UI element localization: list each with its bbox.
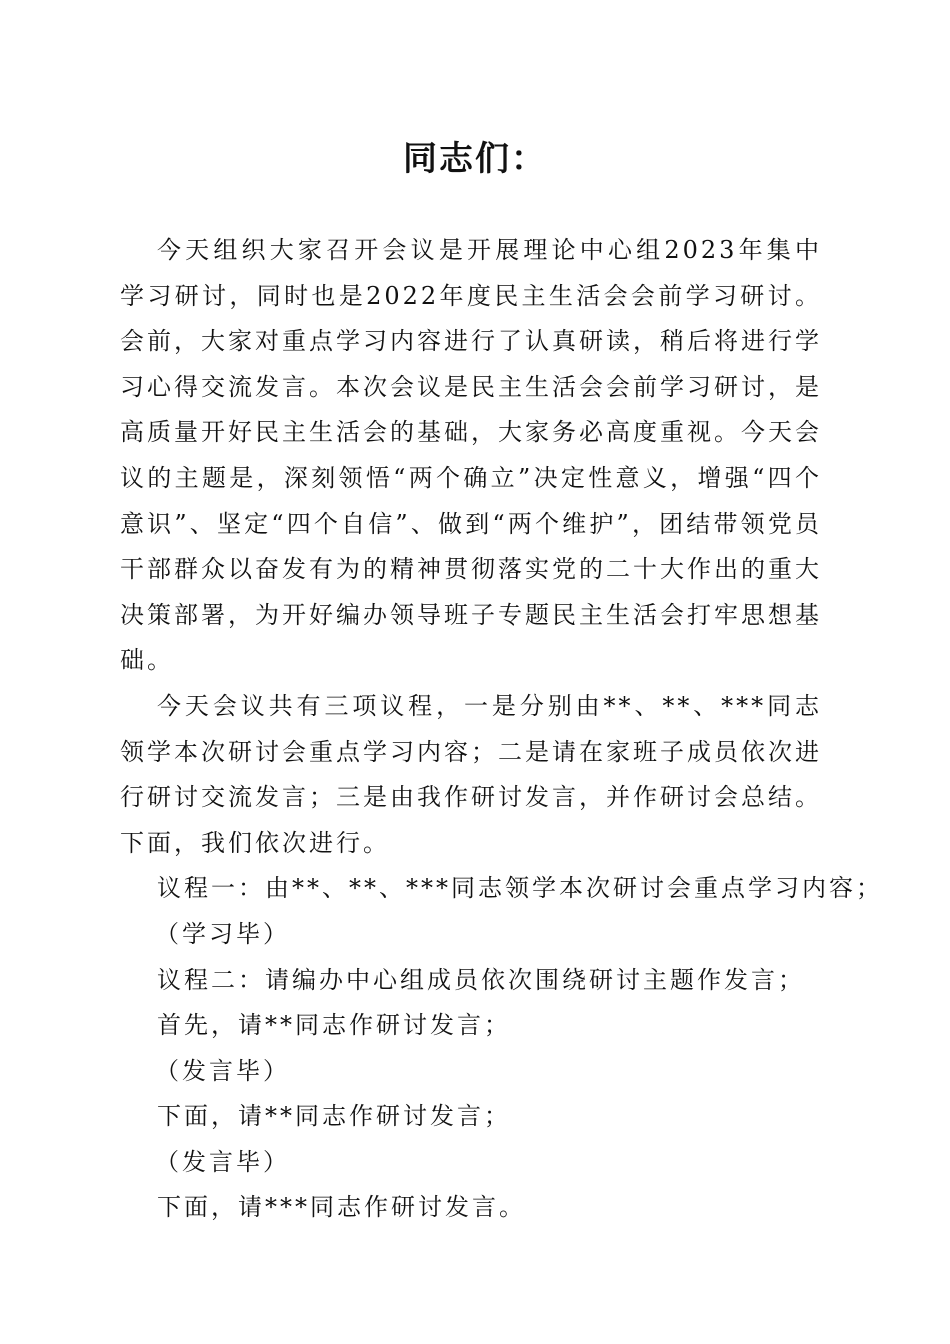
agenda-item-two: 议程二：请编办中心组成员依次围绕研讨主题作发言； <box>157 965 805 994</box>
note-speech-done-1: （发言毕） <box>155 1056 290 1085</box>
speaker-second: 下面，请**同志作研讨发言； <box>157 1102 511 1131</box>
note-study-done: （学习毕） <box>155 919 290 948</box>
paragraph-intro: 今天组织大家召开会议是开展理论中心组2023年集中学习研讨，同时也是2022年度民主生活会会前学习研讨。会前，大家对重点学习内容进行了认真研读，稍后将进行学习心得交流发言。本次会议是民主生活会会前学习研讨，是高质量开好民主生活会的基础，大家务必高度重视。今天会议的主题是，深刻领悟“两个确立”决定性意义，增强“四个意识”、坚定“四个自信”、做到“两个维护”，团结带领党员干部群众以奋发有为的精神贯彻落实党的二十大作出的重大决策部署，为开好编办领导班子专题民主生活会打牢思想基础。 <box>120 236 822 675</box>
document-title: 同志们： <box>403 139 547 179</box>
speaker-first: 首先，请**同志作研讨发言； <box>157 1011 511 1040</box>
speaker-third: 下面，请***同志作研讨发言。 <box>157 1193 526 1222</box>
paragraph-agenda: 今天会议共有三项议程，一是分别由**、**、***同志领学本次研讨会重点学习内容；二是请在家班子成员依次进行研讨交流发言；三是由我作研讨发言，并作研讨会总结。下面，我们依次进行。 <box>120 691 822 857</box>
document-body <box>120 228 883 1231</box>
note-speech-done-2: （发言毕） <box>155 1147 290 1176</box>
agenda-item-one: 议程一：由**、**、***同志领学本次研讨会重点学习内容； <box>157 874 883 903</box>
